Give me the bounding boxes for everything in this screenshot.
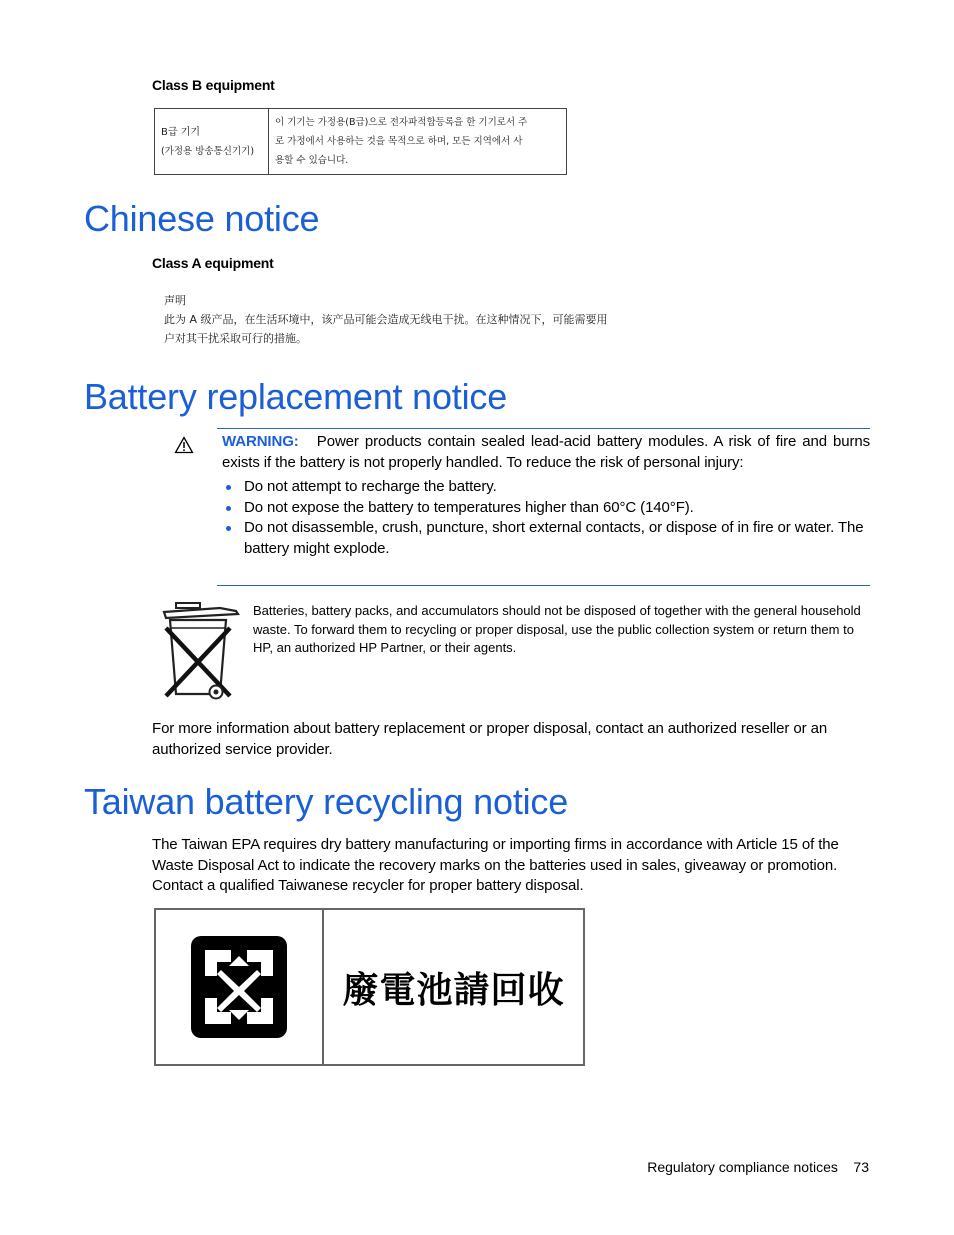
taiwan-recycle-mark-icon (191, 936, 287, 1038)
battery-notice-title: Battery replacement notice (84, 376, 508, 417)
bullet-dot-icon (226, 506, 231, 511)
bullet-text: Do not expose the battery to temperatures higher than 60°C (140°F). (244, 498, 694, 516)
warning-bottom-rule (217, 585, 870, 586)
korean-left-line2: (가정용 방송통신기기) (161, 145, 255, 157)
chinese-line3: 户对其干扰采取可行的措施。 (164, 332, 307, 345)
warning-bullet (222, 498, 870, 519)
more-info-paragraph: For more information about battery replacement or proper disposal, contact an authorized reseller or an authorized service provider. (152, 720, 828, 758)
footer-section-title: Regulatory compliance notices (647, 1159, 838, 1175)
class-b-heading: Class B equipment (152, 77, 275, 93)
taiwan-recycle-text-cell (323, 909, 584, 1065)
class-a-heading: Class A equipment (152, 255, 274, 271)
warning-bullet (222, 518, 870, 559)
warning-text: Power products contain sealed lead-acid battery modules. A risk of fire and burns exists if the battery is not properly handled. To reduce the risk of personal injury: (222, 433, 871, 471)
korean-table-right-cell (269, 109, 567, 175)
warning-bullet-list (222, 477, 870, 559)
warning-block (222, 432, 870, 559)
korean-class-b-table (154, 108, 567, 175)
taiwan-recycle-text: 廢電池請回收 (342, 968, 565, 1011)
chinese-line1: 声明 (164, 294, 186, 307)
chinese-notice-title: Chinese notice (84, 198, 320, 239)
bullet-dot-icon (226, 526, 231, 531)
taiwan-recycle-mark-cell (155, 909, 323, 1065)
crossed-out-bin-icon (158, 600, 240, 702)
korean-right-line3: 용할 수 있습니다. (275, 155, 349, 166)
warning-top-rule (217, 428, 870, 429)
bullet-text: Do not attempt to recharge the battery. (244, 478, 497, 495)
bullet-dot-icon (226, 485, 231, 490)
disposal-text: Batteries, battery packs, and accumulators should not be disposed of together with the general household waste. To forward them to recycling or proper disposal, use the public collection system or return them to HP, an authorized HP Partner, or their agents. (253, 603, 861, 655)
taiwan-recycle-table (154, 908, 585, 1066)
warning-triangle-icon (174, 436, 194, 454)
korean-right-line2: 로 가정에서 사용하는 것을 목적으로 하며, 모든 지역에서 사 (275, 136, 523, 147)
korean-table-left-cell (155, 109, 269, 175)
bullet-text: Do not disassemble, crush, puncture, short external contacts, or dispose of in fire or water. The battery might explode. (244, 519, 864, 557)
chinese-class-a-statement (164, 291, 654, 348)
warning-label: WARNING: (222, 433, 299, 450)
warning-paragraph (222, 432, 870, 473)
page-footer (647, 1159, 869, 1175)
taiwan-notice-body: The Taiwan EPA requires dry battery manufacturing or importing firms in accordance with Article 15 of the Waste Disposal Act to indicate the recovery marks on the batteries used in sales, giveaway or promotion. Contact a qualified Taiwanese recycler for proper battery disposal. (152, 836, 839, 894)
chinese-line2: 此为 A 级产品，在生活环境中，该产品可能会造成无线电干扰。在这种情况下，可能需要用 (164, 313, 608, 326)
korean-left-line1: B급 기기 (161, 126, 201, 138)
korean-right-line1: 이 기기는 가정용(B급)으로 전자파적합등록을 한 기기로서 주 (275, 117, 528, 128)
footer-page-number: 73 (853, 1159, 869, 1175)
taiwan-notice-title: Taiwan battery recycling notice (84, 781, 569, 822)
warning-bullet (222, 477, 870, 498)
